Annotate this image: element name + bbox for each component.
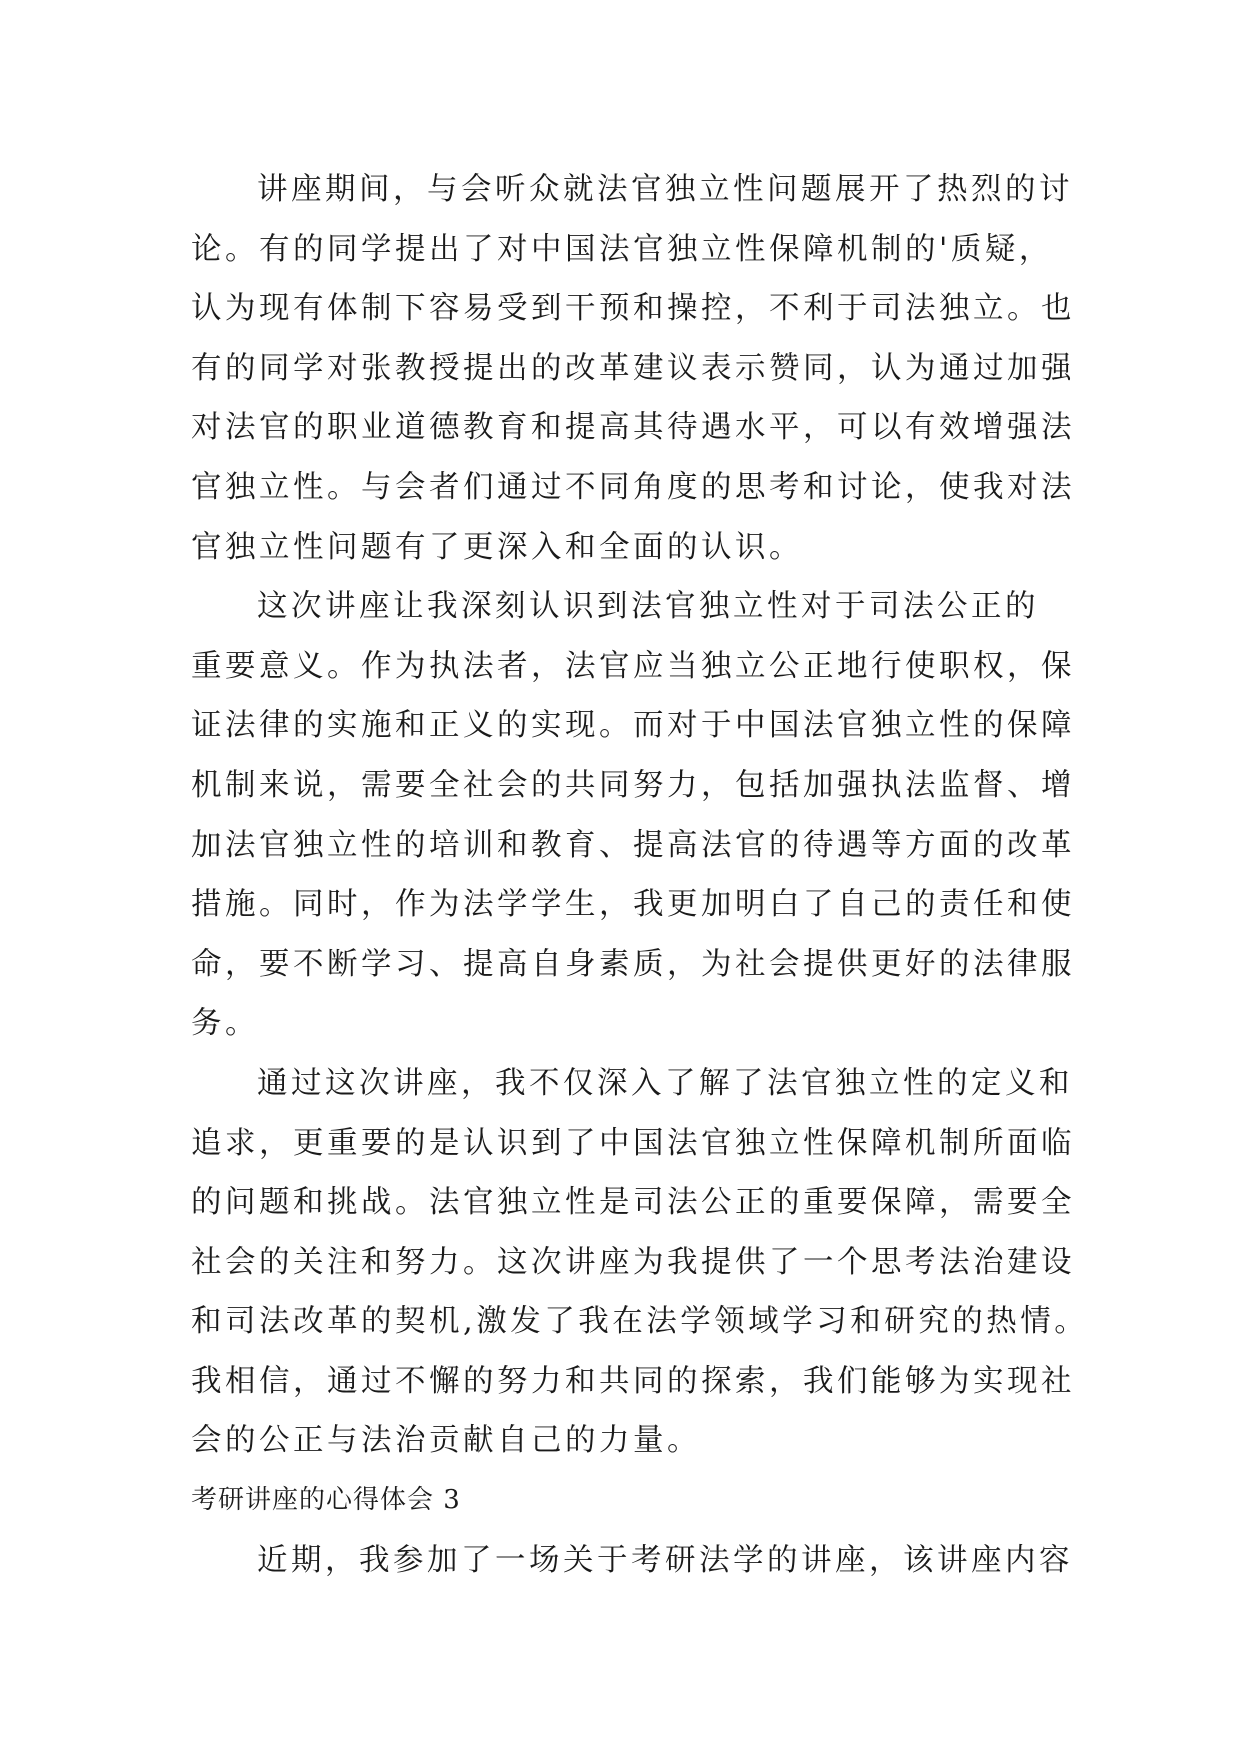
text-line: 命，要不断学习、提高自身素质，为社会提供更好的法律服	[191, 946, 1075, 982]
section-heading: 考研讲座的心得体会 3	[191, 1485, 461, 1516]
text-line: 这次讲座让我深刻认识到法官独立性对于司法公正的	[257, 589, 1039, 625]
text-line: 的问题和挑战。法官独立性是司法公正的重要保障，需要全	[191, 1185, 1075, 1221]
text-line: 务。	[191, 1006, 259, 1042]
paragraph-1	[191, 160, 1075, 577]
paragraph-4	[191, 1531, 1073, 1591]
text-line: 论。有的同学提出了对中国法官独立性保障机制的'质疑，	[191, 231, 1053, 267]
text-line: 有的同学对张教授提出的改革建议表示赞同，认为通过加强	[191, 350, 1075, 386]
text-line: 通过这次讲座，我不仅深入了解了法官独立性的定义和	[257, 1065, 1073, 1101]
text-line: 对法官的职业道德教育和提高其待遇水平，可以有效增强法	[191, 410, 1075, 446]
text-line: 加法官独立性的培训和教育、提高法官的待遇等方面的改革	[191, 827, 1075, 863]
text-line: 近期，我参加了一场关于考研法学的讲座，该讲座内容	[257, 1542, 1073, 1578]
text-line: 重要意义。作为执法者，法官应当独立公正地行使职权，保	[191, 648, 1075, 684]
text-line: 官独立性问题有了更深入和全面的认识。	[191, 529, 803, 565]
text-line: 会的公正与法治贡献自己的力量。	[191, 1423, 701, 1459]
paragraph-2	[191, 577, 1075, 1054]
text-line: 官独立性。与会者们通过不同角度的思考和讨论，使我对法	[191, 469, 1075, 505]
text-line: 机制来说，需要全社会的共同努力，包括加强执法监督、增	[191, 767, 1075, 803]
text-line: 追求，更重要的是认识到了中国法官独立性保障机制所面临	[191, 1125, 1075, 1161]
text-line: 认为现有体制下容易受到干预和操控，不利于司法独立。也	[191, 291, 1075, 327]
text-line: 讲座期间，与会听众就法官独立性问题展开了热烈的讨	[257, 172, 1073, 207]
text-line: 社会的关注和努力。这次讲座为我提供了一个思考法治建设	[191, 1244, 1075, 1280]
paragraph-3	[191, 1054, 1089, 1471]
document-page	[191, 160, 1089, 1590]
text-line: 我相信，通过不懈的努力和共同的探索，我们能够为实现社	[191, 1363, 1075, 1399]
text-line: 措施。同时，作为法学学生，我更加明白了自己的责任和使	[191, 887, 1075, 923]
text-line: 证法律的实施和正义的实现。而对于中国法官独立性的保障	[191, 708, 1075, 744]
text-line: 和司法改革的契机,激发了我在法学领域学习和研究的热情。	[191, 1304, 1089, 1340]
